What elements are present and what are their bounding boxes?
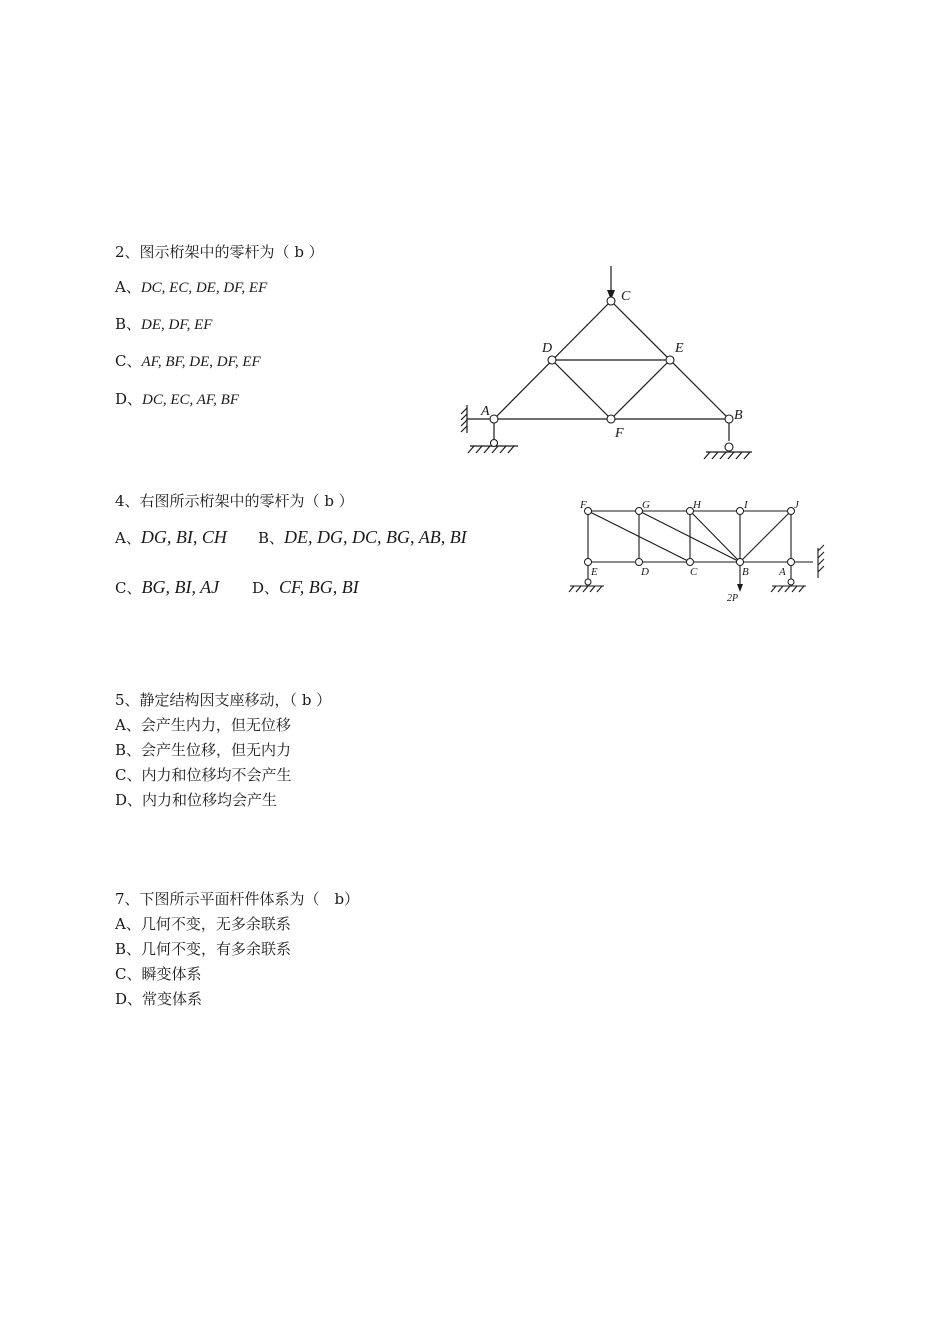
q2-option-b-value: DE, DF, EF	[141, 317, 213, 333]
label-j: J	[794, 499, 799, 511]
label-c: C	[621, 289, 631, 304]
q4-question: 4、右图所示桁架中的零杆为（ b ）	[115, 492, 354, 510]
q2-option-c	[115, 350, 261, 371]
q2-option-c-label: C、	[115, 352, 142, 370]
q4-option-c-label: C、	[115, 579, 142, 597]
q7-option-d: D、常变体系	[115, 990, 203, 1008]
q5-option-c: C、内力和位移均不会产生	[115, 766, 292, 784]
label-i: I	[744, 499, 748, 511]
joint-d	[548, 356, 556, 364]
member-jb	[740, 511, 791, 562]
label-f: F	[580, 499, 587, 511]
joint-b	[725, 415, 733, 423]
q2-option-a-value: DC, EC, DE, DF, EF	[140, 280, 268, 296]
q4-truss-figure	[560, 492, 830, 612]
q5-option-d: D、内力和位移均会产生	[115, 791, 278, 809]
q2-option-b-label: B、	[115, 315, 142, 333]
q7-option-b: B、几何不变，有多余联系	[115, 940, 292, 958]
label-a: A	[779, 566, 786, 578]
q4-option-d-value: CF, BG, BI	[279, 577, 359, 597]
q4-option-b-label: B、	[258, 529, 285, 547]
label-h: H	[693, 499, 701, 511]
joint-f	[607, 415, 615, 423]
q4-option-a-value: DG, BI, CH	[140, 527, 227, 547]
q5-option-b: B、会产生位移，但无内力	[115, 741, 292, 759]
q2-option-b	[115, 313, 212, 334]
q2-truss-figure	[455, 262, 755, 462]
load-arrow-head	[737, 584, 743, 592]
left-support-pin	[491, 440, 498, 447]
q4-option-d-label: D、	[252, 579, 280, 597]
joint-i	[737, 508, 744, 515]
q2-option-d-value: DC, EC, AF, BF	[142, 392, 239, 408]
label-f: F	[615, 426, 624, 441]
joint-c	[687, 559, 694, 566]
q2-option-a-label: A、	[115, 278, 141, 296]
label-load: 2P	[727, 593, 739, 604]
label-g: G	[642, 499, 650, 511]
q2-option-c-value: AF, BF, DE, DF, EF	[141, 354, 261, 370]
joint-b	[737, 559, 744, 566]
q4-option-b	[258, 527, 467, 548]
q5-option-a: A、会产生内力，但无位移	[115, 716, 291, 734]
left-support-pin	[585, 579, 591, 585]
joint-a	[490, 415, 498, 423]
member-hb	[690, 511, 740, 562]
q4-option-b-value: DE, DG, DC, BG, AB, BI	[284, 527, 467, 547]
q7-question: 7、下图所示平面杆件体系为（ b）	[115, 890, 360, 908]
joint-c	[607, 297, 615, 305]
right-support-pin	[788, 579, 794, 585]
label-b: B	[742, 566, 749, 578]
q4-option-a-label: A、	[115, 529, 141, 547]
q2-option-d	[115, 388, 239, 409]
q4-option-c	[115, 577, 219, 598]
label-a: A	[481, 404, 490, 419]
right-support-pin	[725, 443, 733, 451]
joint-e	[585, 559, 592, 566]
q2-option-a	[115, 276, 267, 297]
label-e: E	[675, 341, 684, 356]
q4-option-d	[252, 577, 359, 598]
joint-a	[788, 559, 795, 566]
q2-option-d-label: D、	[115, 390, 143, 408]
label-d: D	[542, 341, 553, 356]
q7-option-a: A、几何不变，无多余联系	[115, 915, 291, 933]
q5-question: 5、静定结构因支座移动，（ b ）	[115, 691, 332, 709]
q4-option-a	[115, 527, 227, 548]
label-b: B	[734, 408, 743, 423]
label-e: E	[591, 566, 598, 578]
joint-e	[666, 356, 674, 364]
label-c: C	[690, 566, 698, 578]
member-ef	[611, 360, 670, 419]
q7-option-c: C、瞬变体系	[115, 965, 202, 983]
member-df	[552, 360, 611, 419]
q2-question: 2、图示桁架中的零杆为（ b ）	[115, 243, 324, 261]
label-d: D	[641, 566, 649, 578]
q4-option-c-value: BG, BI, AJ	[141, 577, 220, 597]
joint-d	[636, 559, 643, 566]
